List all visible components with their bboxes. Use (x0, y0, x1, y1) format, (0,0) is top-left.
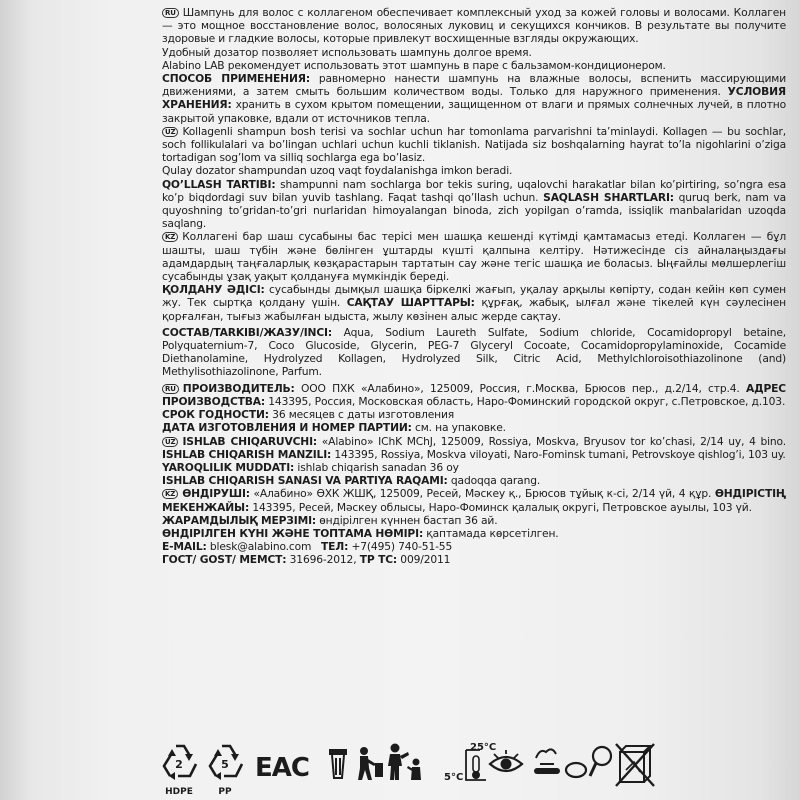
kz-usage (162, 283, 786, 323)
uz-method-label: QO’LLASH TARTIBI: (162, 177, 276, 191)
eye-contact-icon (490, 750, 522, 771)
uz-address-text: 143395, Rossiya, Moskva viloyati, Naro-Fominsk tumani, Petrovskoye qishlog’i, 103 uy. (331, 447, 786, 461)
phone-value: +7(495) 740-51-55 (348, 540, 453, 554)
tr-label: ТР ТС: (359, 553, 398, 567)
kz-intro-text: Коллагені бар шаш сусабыны бас терісі мен шашқа кешенді күтімді қамтамасыз етеді. Коллаген — бұл шашты, шаш түбін және бөлінген ұштарды күшті қалпына келтіру. Нәтижесінде сіз айналаңыздағы адамдардың таңғаларлық көзқарастарын тартатын сау және тегіс шашқа ие боласыз. Ыңғайлы мөлшерлегіш сусабынды ұзақ уақыт қолдануға мүмкіндік береді. (162, 230, 786, 284)
ru-shelf-text: 36 месяцев с даты изготовления (268, 408, 455, 422)
kz-address-text: 143395, Ресей, Мәскеу облысы, Наро-Фоминск қалалық округі, Петровское ауылы, 103 үй. (249, 500, 752, 514)
kz-storage-text: құрғақ, жабық, ылғал және тікелей күн сәулесінен қорғалған, тығыз жабылған ыдыста, жылу көзінен алыс жерде сақтау. (162, 296, 787, 323)
standards-line (162, 553, 786, 566)
composition (162, 326, 786, 379)
bin-icon (330, 750, 346, 778)
recycle-hdpe-number: 2 (175, 758, 183, 771)
keep-away-heat-icon (534, 749, 560, 774)
ru-description (162, 6, 786, 46)
ru-usage (162, 72, 786, 125)
keep-away-children-icon (388, 744, 421, 781)
contact-line (162, 540, 786, 553)
uz-dispenser-text: Qulay dozator shampundan uzoq vaqt foydalanishga imkon beradi. (162, 164, 513, 178)
kz-shelf-label: ЖАРАМДЫЛЫҚ МЕРЗІМІ: (162, 513, 317, 527)
ru-producer-language-tag: RU (162, 384, 179, 394)
email-label: E-MAIL: (162, 540, 207, 554)
ru-shelf-life (162, 408, 786, 421)
uz-date-text: qadoqqa qarang. (447, 474, 541, 488)
ru-producer-label: ПРОИЗВОДИТЕЛЬ: (182, 381, 295, 395)
ru-producer-text: ООО ПХК «Алабино», 125009, Россия, г.Москва, Брюсов пер., д.2/14, стр.4. (294, 381, 746, 395)
eac-mark-icon: EAC (255, 753, 309, 783)
kz-storage-label: САҚТАУ ШАРТТАРЫ: (346, 296, 475, 310)
kz-manufacture-date (162, 527, 786, 540)
ru-producer (162, 382, 786, 408)
ru-storage-label: УСЛОВИЯ ХРАНЕНИЯ: (162, 85, 786, 112)
kz-description (162, 230, 786, 283)
gost-value: 31696-2012, (286, 553, 360, 567)
uz-producer-text: «Alabino» IChK MChJ, 125009, Rossiya, Moskva, Bryusov tor ko’chasi, 2/14 uy, 4 bino. (317, 434, 786, 448)
kz-date-text: қаптамада көрсетілген. (423, 526, 559, 540)
ru-method-label: СПОСОБ ПРИМЕНЕНИЯ: (162, 72, 310, 86)
temperature-high-label: 25°C (470, 742, 497, 753)
uz-date-label: ISHLAB CHIQARISH SANASI VA PARTIYA RAQAMI: (162, 474, 448, 488)
kz-shelf-text: өндірілген күннен бастап 36 ай. (316, 513, 498, 527)
ru-address-label: АДРЕС ПРОИЗВОДСТВА: (162, 381, 786, 408)
uz-storage-text: quruq berk, nam va quyoshning to’gridan-to’gri nurlaridan himoyalangan binoda, zich yopilgan o’ramda, issiqlik manbalaridan uzoqda saqlang. (162, 190, 786, 231)
temperature-low-label: 5°C (444, 772, 464, 783)
symbols-svg (158, 736, 798, 800)
uz-shelf-label: YAROQLILIK MUDDATI: (162, 460, 295, 474)
ru-recommend-text: Alabino LAB рекомендует использовать этот шампунь в паре с бальзамом-кондиционером. (162, 58, 666, 72)
uz-producer (162, 435, 786, 461)
kz-producer-text: «Алабино» ӨХК ЖШҚ, 125009, Ресей, Мәскеу қ., Брюсов тұйық к-сі, 2/14 үй, 4 құр. (249, 487, 715, 501)
ru-address-text: 143395, Россия, Московская область, Наро-Фоминский городской округ, с.Петровское, д.103. (265, 394, 786, 408)
uz-language-tag: UZ (162, 127, 178, 137)
uz-manufacture-date (162, 474, 786, 487)
ru-manufacture-date (162, 421, 786, 434)
recycle-pp-code: PP (218, 787, 232, 797)
ru-language-tag: RU (162, 8, 179, 18)
uz-description (162, 125, 786, 165)
ru-storage-text: хранить в сухом крытом помещении, защищенном от влаги и прямых солнечных лучей, в плотно закрытой упаковке, вдали от источников тепла. (162, 98, 786, 125)
symbols-row (158, 736, 798, 800)
ru-intro-text: Шампунь для волос с коллагеном обеспечивает комплексный уход за кожей головы и волосами. Коллаген — это мощное восстановление волос, волосяных луковиц и секущихся кончиков. В результате вы получите здоровые и гладкие волосы, которые привлекут восхищенные взгляды окружающих. (162, 6, 786, 46)
kz-address-label: ӨНДІРІСТІҢ МЕКЕНЖАЙЫ: (162, 487, 786, 514)
ru-shelf-label: СРОК ГОДНОСТИ: (162, 408, 269, 422)
kz-producer-label: ӨНДІРУШІ: (182, 487, 250, 501)
uz-producer-language-tag: UZ (162, 437, 178, 447)
composition-label: СОСТАВ/TARKIBI/ЖАЗУ/INCI: (162, 325, 332, 339)
temperature-range-icon (444, 742, 496, 783)
ru-method-text: равномерно нанести шампунь на влажные волосы, вспенить массирующими движениями, а затем смыть большим количеством воды. Только для наружного применения. (162, 72, 787, 99)
kz-shelf-life (162, 514, 786, 527)
tr-value: 009/2011 (397, 553, 451, 567)
uz-address-label: ISHLAB CHIQARISH MANZILI: (162, 447, 332, 461)
product-label (162, 6, 786, 567)
uz-usage (162, 178, 786, 231)
uz-intro-text: Kollagenli shampun bosh terisi va sochlar uchun har tomonlama parvarishni ta’minlaydi. Kollagen — bu sochlar, soch follikulalari va bo’lingan uchlari uchun kuchli tiklanish. Natijada siz boshqalarning hayrat to’la nigohlarini o’ziga tortadigan sog’lom va silliq sochlarga ega bo’lasiz. (162, 124, 786, 165)
kz-producer (162, 487, 786, 513)
uz-shelf-life (162, 461, 786, 474)
kz-producer-language-tag: KZ (162, 489, 178, 499)
recycle-pp-number: 5 (221, 758, 229, 771)
phone-label: ТЕЛ: (321, 540, 349, 554)
gost-label: ГОСТ/ GOST/ МЕМСТ: (162, 553, 287, 567)
ru-dispenser-text: Удобный дозатор позволяет использовать шампунь долгое время. (162, 45, 532, 59)
ru-date-text: см. на упаковке. (411, 421, 506, 435)
uz-storage-label: SAQLASH SHARTLARI: (543, 190, 674, 204)
kz-method-label: ҚОЛДАНУ ӘДІСІ: (162, 283, 265, 297)
do-not-dispose-icon (616, 744, 654, 786)
uz-producer-label: ISHLAB CHIQARUVCHI: (182, 434, 318, 448)
kz-method-text: сусабынды дымқыл шашқа біркелкі жағып, уқалау арқылы көпірту, содан кейін көп сумен жу. Тек сыртқа қолдану үшін. (162, 283, 786, 310)
kz-language-tag: KZ (162, 232, 178, 242)
cosmetics-icon (566, 747, 611, 777)
ru-date-label: ДАТА ИЗГОТОВЛЕНИЯ И НОМЕР ПАРТИИ: (162, 421, 412, 435)
recycle-hdpe-code: HDPE (165, 787, 193, 797)
uz-method-text: shampunni nam sochlarga bor tekis suring, uqalovchi harakatlar bilan ko’pirtiring, so’ngra esa ko’p biqdordagi suv bilan yuvib tashlang. Faqat tashqi qo’llash uchun. (162, 177, 786, 204)
composition-text: Aqua, Sodium Laureth Sulfate, Sodium chloride, Cocamidopropyl betaine, Polyquaternium-7, Coco Glucoside, Glycerin, PEG-7 Glyceryl Cocoate, Cocamidopropylaminoxide, Cocamide Diethanolamine, Hydrolyzed Kollagen, Hydrolyzed Silk, Citric Acid, Methylchloroisothiazolinone (and) Methylisothiazolinone, Parfum. (162, 325, 786, 379)
tidyman-icon (358, 747, 383, 780)
email-value: blesk@alabino.com (206, 540, 312, 554)
kz-date-label: ӨНДІРІЛГЕН КҮНІ ЖӘНЕ ТОПТАМА НӨМІРІ: (162, 526, 424, 540)
uz-shelf-text: ishlab chiqarish sanadan 36 oy (294, 460, 459, 474)
